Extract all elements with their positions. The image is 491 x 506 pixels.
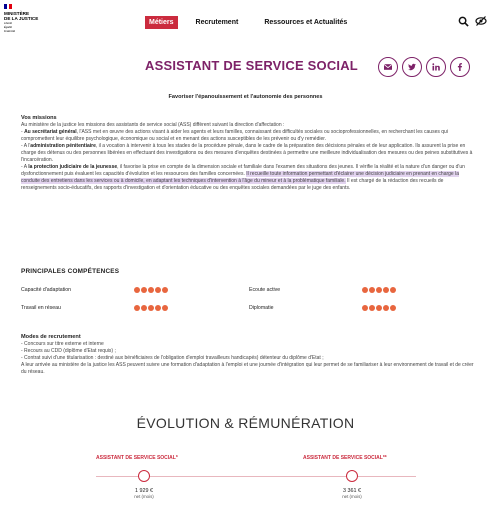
skill-label-diplomatie: Diplomatie xyxy=(249,305,274,311)
mission-secretariat-label: Au secrétariat général xyxy=(24,129,77,135)
step-label-2: ASSISTANT DE SERVICE SOCIAL** xyxy=(303,455,387,461)
main-nav xyxy=(145,16,373,29)
step-label-1: ASSISTANT DE SERVICE SOCIAL* xyxy=(96,455,178,461)
skill-label-adaptation: Capacité d'adaptation xyxy=(21,287,72,293)
missions-intro: Au ministère de la justice les missions des assistants de service social (ASS) diffèrent suivant la direction d'affectation : xyxy=(21,122,285,128)
rating-dot xyxy=(148,287,154,293)
twitter-icon[interactable] xyxy=(402,57,422,77)
nav-item-ressources[interactable]: Ressources et Actualités xyxy=(264,19,348,26)
rating-dot xyxy=(362,287,368,293)
skill-rating-ecoute xyxy=(362,287,397,293)
rating-dot xyxy=(141,287,147,293)
rating-dot xyxy=(369,305,375,311)
nav-item-metiers[interactable]: Métiers xyxy=(145,16,178,29)
rating-dot xyxy=(162,287,168,293)
logo-title-line1: MINISTÈRE xyxy=(4,11,30,16)
salary-value-2: 3 361 € xyxy=(343,488,361,494)
logo-motto-2: Égalité xyxy=(4,26,12,29)
recruitment-section xyxy=(21,334,476,376)
rating-dot xyxy=(134,305,140,311)
salary-value-1: 1 929 € xyxy=(135,488,153,494)
skill-rating-diplomatie xyxy=(362,305,397,311)
accessibility-icon[interactable] xyxy=(475,15,487,27)
rating-dot xyxy=(383,305,389,311)
mission-pjj-label: la protection judiciaire de la jeunesse xyxy=(28,164,118,170)
mission-penitentiaire-text: , il a vocation à intervenir à tous les stades de la procédure pénale, dans le cadre de la préparation des décisions pénales et de leur application. Ils assurent la prise en charge des détenus ou des personnes libérées en effectuant des investigations ou des mesures d'enquêtes destinées à permettre une meilleure individualisation des mesures ou des peines substitutives à l'incarcération. xyxy=(21,143,473,163)
salary-note-1: net (mois) xyxy=(134,494,154,499)
site-header xyxy=(0,0,491,44)
rating-dot xyxy=(162,305,168,311)
missions-section xyxy=(21,115,476,192)
recruitment-line-2: - Recours au CDD (diplôme d'Etat requis) ; xyxy=(21,348,116,354)
logo-motto-1: Liberté xyxy=(4,22,12,25)
missions-heading: Vos missions xyxy=(21,115,57,121)
salary-step-2 xyxy=(332,488,372,499)
share-buttons xyxy=(378,57,474,77)
mission-pjj-text: , il favorise la prise en compte de la dimension sociale et familiale dans l'examen des situations des jeunes. Il vérifie la réalité et la nature d'un danger ou d'un dysfonctionnement puis évaluent les capacités d'évolution et les ressources des familles concernées. xyxy=(21,164,465,177)
skill-label-reseau: Travail en réseau xyxy=(21,305,61,311)
page-subtitle: Favoriser l'épanouissement et l'autonomie des personnes xyxy=(168,94,323,100)
mission-penitentiaire-label: administration pénitentiaire xyxy=(30,143,96,149)
mission-pjj: - A la protection judiciaire de la jeunesse, il favorise la prise en compte de la dimension sociale et familiale dans l'examen des situations des jeunes. Il vérifie la réalité et la nature d'un danger ou d'un dysfonctionnement puis évaluent les capacités d'évolution et les ressources des familles concernées. Il recueille toute information permettant d'éclairer une décision judiciaire en prenant en charge la conduite des entretiens dans les services ou à domicile, en adaptant les techniques d'intervention à l'âge du mineur et à la problématique familiale. Il est chargé de la rédaction des recueils de renseignements socio-éducatifs, des rapports d'investigation et d'orientation éducative ou des enquêtes sociales demandées par le juge des enfants. xyxy=(21,164,465,191)
ministry-logo[interactable] xyxy=(4,4,44,33)
rating-dot xyxy=(390,287,396,293)
rating-dot xyxy=(369,287,375,293)
linkedin-icon[interactable] xyxy=(426,57,446,77)
logo-motto-3: Fraternité xyxy=(4,30,16,33)
timeline-step-1[interactable] xyxy=(138,470,150,482)
mission-secretariat: - Au secrétariat général, l'ASS met en œuvre des actions visant à aider les agents et leurs familles, connaissant des difficultés sociales ou socioprofessionnelles, en recherchant les causes qui compromettent leur équilibre psychologique, économique ou social et en menant des actions susceptibles de les prévenir ou d'y remédier. xyxy=(21,129,448,142)
rating-dot xyxy=(148,305,154,311)
rating-dot xyxy=(383,287,389,293)
nav-item-recrutement[interactable]: Recrutement xyxy=(195,19,239,26)
mission-pjj-tail: Il est chargé de la rédaction des recueils de renseignements socio-éducatifs, des rapports d'investigation et d'orientation éducative ou des enquêtes sociales demandées par le juge des enfants. xyxy=(21,178,444,191)
rating-dot xyxy=(376,287,382,293)
recruitment-line-1: - Concours sur titre externe et interne xyxy=(21,341,104,347)
skill-rating-adaptation xyxy=(134,287,169,293)
recruitment-line-3: - Contrat suivi d'une titularisation : destiné aux bénéficiaires de l'obligation d'emploi travailleurs handicapés) détenteur du diplôme d'Etat ; xyxy=(21,355,324,361)
page-title: ASSISTANT DE SERVICE SOCIAL xyxy=(145,58,358,73)
evolution-heading: ÉVOLUTION & RÉMUNÉRATION xyxy=(136,415,355,431)
email-icon[interactable] xyxy=(378,57,398,77)
recruitment-heading: Modes de recrutement xyxy=(21,334,81,340)
rating-dot xyxy=(141,305,147,311)
rating-dot xyxy=(155,287,161,293)
mission-penitentiaire: - A l'administration pénitentiaire, il a vocation à intervenir à tous les stades de la procédure pénale, dans le cadre de la préparation des décisions pénales et de leur application. Ils assurent la prise en charge des détenus ou des personnes libérées en effectuant des investigations ou des mesures d'enquêtes destinées à permettre une meilleure individualisation des mesures ou des peines substitutives à l'incarcération. xyxy=(21,143,473,163)
search-icon[interactable] xyxy=(458,16,469,27)
salary-note-2: net (mois) xyxy=(342,494,362,499)
rating-dot xyxy=(155,305,161,311)
skills-heading: PRINCIPALES COMPÉTENCES xyxy=(21,268,120,275)
rating-dot xyxy=(376,305,382,311)
highlighted-text: Il recueille toute information permettant d'éclairer une décision judiciaire en prenant en charge la conduite des entretiens dans les services ou à domicile, en adaptant les techniques d'intervention à l'âge du mineur et à la problématique familiale. xyxy=(21,171,459,184)
rating-dot xyxy=(362,305,368,311)
republic-flag xyxy=(4,4,12,9)
logo-title-line2: DE LA JUSTICE xyxy=(4,16,39,21)
recruitment-line-4: A leur arrivée au ministère de la justice les ASS peuvent suivre une formation d'adaptation à l'emploi et une journée d'intégration qui leur permet de se familiariser à leur environnement de travail et de créer du réseau. xyxy=(21,362,474,375)
salary-step-1 xyxy=(124,488,164,499)
skill-label-ecoute: Ecoute active xyxy=(249,287,281,293)
facebook-icon[interactable] xyxy=(450,57,470,77)
mission-secretariat-text: , l'ASS met en œuvre des actions visant à aider les agents et leurs familles, connaissant des difficultés sociales ou socioprofessionnelles, en recherchant les causes qui compromettent leur équilibre psychologique, économique ou social et en menant des actions susceptibles de les prévenir ou d'y remédier. xyxy=(21,129,448,142)
skill-rating-reseau xyxy=(134,305,169,311)
rating-dot xyxy=(134,287,140,293)
rating-dot xyxy=(390,305,396,311)
timeline-step-2[interactable] xyxy=(346,470,358,482)
